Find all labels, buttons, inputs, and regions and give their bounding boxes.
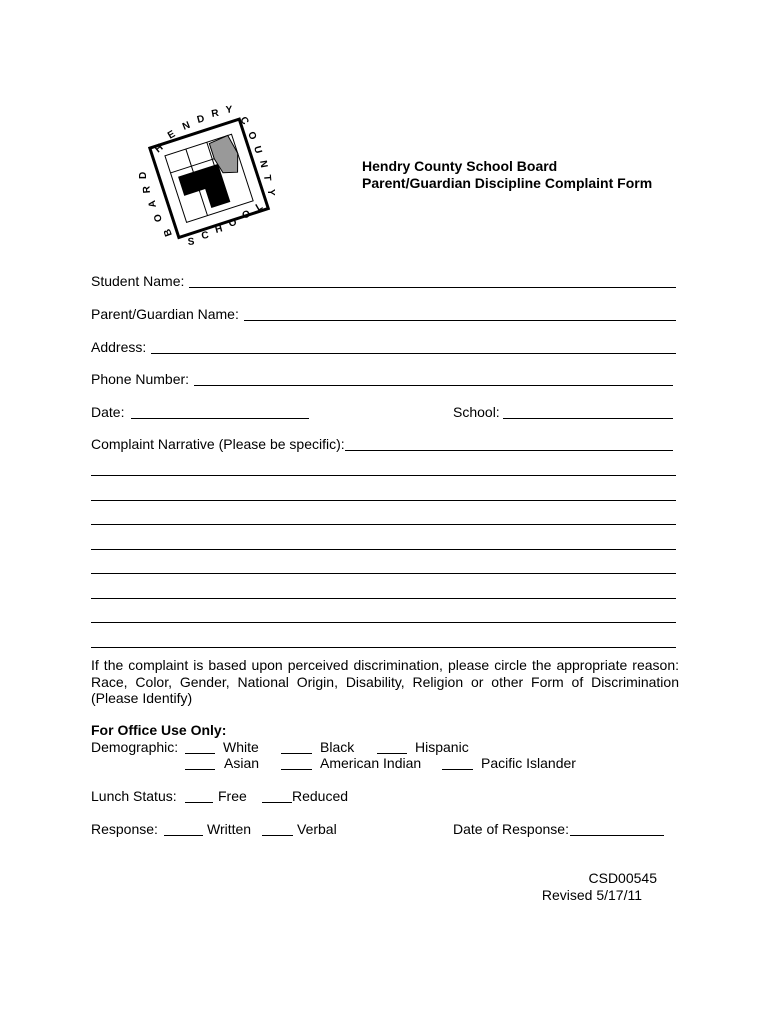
form-title-line1: Hendry County School Board [362, 158, 558, 174]
svg-text:T: T [261, 174, 273, 182]
svg-text:S: S [187, 236, 195, 248]
narrative-line[interactable] [91, 524, 676, 525]
svg-text:D: D [138, 171, 149, 179]
svg-text:R: R [210, 107, 220, 120]
lunch-free-blank[interactable] [185, 802, 213, 803]
lunch-free: Free [218, 788, 247, 804]
demographic-asian-blank[interactable] [185, 769, 215, 770]
address-field[interactable] [151, 353, 676, 354]
demographic-asian: Asian [224, 755, 260, 771]
narrative-line[interactable] [91, 573, 676, 574]
complaint-narrative-label: Complaint Narrative (Please be specific): [91, 436, 345, 452]
lunch-reduced-blank[interactable] [262, 802, 292, 803]
response-written-blank[interactable] [164, 835, 203, 836]
complaint-narrative-field[interactable] [345, 450, 673, 451]
response-verbal-blank[interactable] [262, 835, 293, 836]
lunch-reduced: Reduced [292, 788, 349, 804]
phone-field[interactable] [194, 385, 673, 386]
narrative-line[interactable] [91, 598, 676, 599]
demographic-american-indian-blank[interactable] [281, 769, 312, 770]
svg-text:N: N [181, 119, 192, 133]
svg-text:O: O [240, 208, 253, 222]
form-title-line2: Parent/Guardian Discipline Complaint Form [362, 175, 653, 191]
svg-text:U: U [251, 144, 264, 155]
date-label: Date: [91, 404, 125, 420]
svg-text:H: H [152, 142, 166, 156]
svg-text:C: C [237, 115, 251, 127]
svg-text:D: D [195, 113, 206, 126]
address-label: Address: [91, 339, 147, 355]
narrative-line[interactable] [91, 647, 676, 648]
discrimination-note: If the complaint is based upon perceived discrimination, please circle the appropriate reason: Race, Color, Gender, National Origin, Disability, Religion or other Form of Discrimination (Please Identify) [91, 657, 679, 706]
student-name-label: Student Name: [91, 273, 185, 289]
svg-text:Y: Y [225, 104, 233, 116]
school-board-logo [140, 103, 275, 248]
parent-name-field[interactable] [244, 320, 676, 321]
date-of-response-label: Date of Response: [453, 821, 569, 837]
svg-text:O: O [245, 130, 259, 142]
svg-text:E: E [166, 128, 178, 142]
svg-text:H: H [213, 223, 224, 236]
demographic-hispanic-blank[interactable] [377, 753, 407, 754]
demographic-black-blank[interactable] [281, 753, 312, 754]
response-label: Response: [91, 821, 158, 837]
demographic-white-blank[interactable] [185, 753, 215, 754]
date-of-response-field[interactable] [570, 835, 664, 836]
demographic-pacific-islander: Pacific Islander [481, 755, 576, 771]
narrative-line[interactable] [91, 622, 676, 623]
student-name-field[interactable] [189, 287, 676, 288]
svg-text:O: O [152, 212, 165, 224]
svg-text:B: B [162, 227, 175, 238]
demographic-black: Black [320, 739, 355, 755]
narrative-line[interactable] [91, 549, 676, 550]
demographic-label: Demographic: [91, 739, 179, 755]
school-label: School: [453, 404, 500, 420]
lunch-status-label: Lunch Status: [91, 788, 177, 804]
demographic-pacific-islander-blank[interactable] [442, 769, 473, 770]
svg-text:R: R [141, 185, 153, 194]
office-use-heading: For Office Use Only: [91, 722, 227, 738]
response-verbal: Verbal [297, 821, 337, 837]
svg-text:N: N [257, 159, 270, 169]
demographic-american-indian: American Indian [320, 755, 422, 771]
narrative-line[interactable] [91, 475, 676, 476]
narrative-line[interactable] [91, 500, 676, 501]
school-field[interactable] [503, 418, 673, 419]
parent-name-label: Parent/Guardian Name: [91, 306, 239, 322]
svg-text:A: A [146, 199, 159, 209]
date-field[interactable] [131, 418, 309, 419]
revised-date: Revised 5/17/11 [541, 887, 642, 903]
svg-text:C: C [200, 229, 210, 242]
form-code: CSD00545 [588, 870, 657, 886]
demographic-white: White [223, 739, 259, 755]
svg-text:L: L [254, 201, 265, 214]
phone-label: Phone Number: [91, 371, 190, 387]
demographic-hispanic: Hispanic [415, 739, 469, 755]
response-written: Written [207, 821, 252, 837]
svg-text:O: O [227, 216, 239, 230]
svg-text:Y: Y [265, 189, 276, 196]
